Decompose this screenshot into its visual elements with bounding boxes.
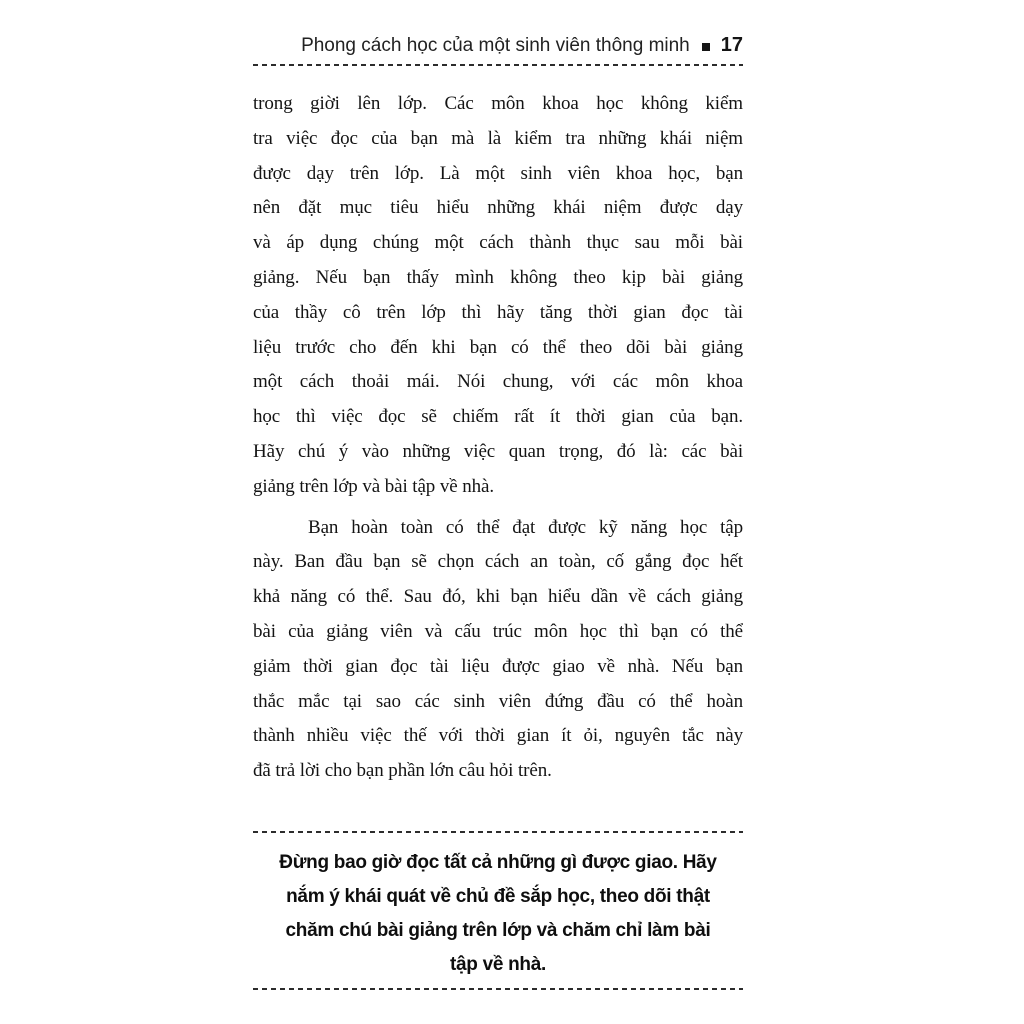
text-line: này. Ban đầu bạn sẽ chọn cách an toàn, cố gắng đọc hết xyxy=(253,551,743,573)
text-line: bài của giảng viên và cấu trúc môn học thì bạn có thể xyxy=(253,620,743,642)
text-line: được dạy trên lớp. Là một sinh viên khoa học, bạn xyxy=(253,162,743,184)
page-number: 17 xyxy=(720,34,743,56)
text-line: tra việc đọc của bạn mà là kiểm tra những khái niệm xyxy=(253,127,743,149)
text-line: giảng trên lớp và bài tập về nhà. xyxy=(253,475,495,497)
paragraph-1 xyxy=(253,87,743,505)
key-point-callout xyxy=(253,831,743,990)
text-line: nắm ý khái quát về chủ đề sắp học, theo dõi thật xyxy=(286,885,710,907)
text-line: Hãy chú ý vào những việc quan trọng, đó là: các bài xyxy=(253,440,743,462)
text-line: trong giời lên lớp. Các môn khoa học không kiểm xyxy=(253,93,743,114)
paragraph-2 xyxy=(253,511,743,789)
text-line: học thì việc đọc sẽ chiếm rất ít thời gian của bạn. xyxy=(253,406,743,428)
text-line: giảng. Nếu bạn thấy mình không theo kịp bài giảng xyxy=(253,266,743,288)
text-column xyxy=(253,0,743,990)
text-line: Bạn hoàn toàn có thể đạt được kỹ năng học tập xyxy=(308,516,743,538)
running-header xyxy=(253,0,743,57)
text-line: và áp dụng chúng một cách thành thục sau mỗi bài xyxy=(253,232,743,254)
square-bullet-icon xyxy=(702,43,710,51)
text-line: đã trả lời cho bạn phần lớn câu hỏi trên. xyxy=(253,760,552,782)
text-line: liệu trước cho đến khi bạn có thể theo dõi bài giảng xyxy=(253,336,743,358)
callout-text xyxy=(253,833,743,988)
body-text xyxy=(253,87,743,789)
text-line: thành nhiều việc thế với thời gian ít ỏi, nguyên tắc này xyxy=(253,725,743,747)
text-line: Đừng bao giờ đọc tất cả những gì được giao. Hãy xyxy=(279,851,717,873)
callout-bottom-dashed-rule xyxy=(253,988,743,990)
text-line: chăm chú bài giảng trên lớp và chăm chỉ làm bài xyxy=(285,919,711,941)
running-header-title: Phong cách học của một sinh viên thông minh xyxy=(301,34,690,56)
text-line: thắc mắc tại sao các sinh viên đứng đầu có thể hoàn xyxy=(253,690,743,712)
text-line: giảm thời gian đọc tài liệu được giao về nhà. Nếu bạn xyxy=(253,655,743,677)
text-line: một cách thoải mái. Nói chung, với các môn khoa xyxy=(253,371,743,393)
text-line: của thầy cô trên lớp thì hãy tăng thời gian đọc tài xyxy=(253,301,743,323)
text-line: khả năng có thể. Sau đó, khi bạn hiểu dần về cách giảng xyxy=(253,586,743,608)
header-dashed-rule xyxy=(253,64,743,66)
text-line: nên đặt mục tiêu hiểu những khái niệm được dạy xyxy=(253,197,743,219)
text-line: tập về nhà. xyxy=(450,953,546,975)
